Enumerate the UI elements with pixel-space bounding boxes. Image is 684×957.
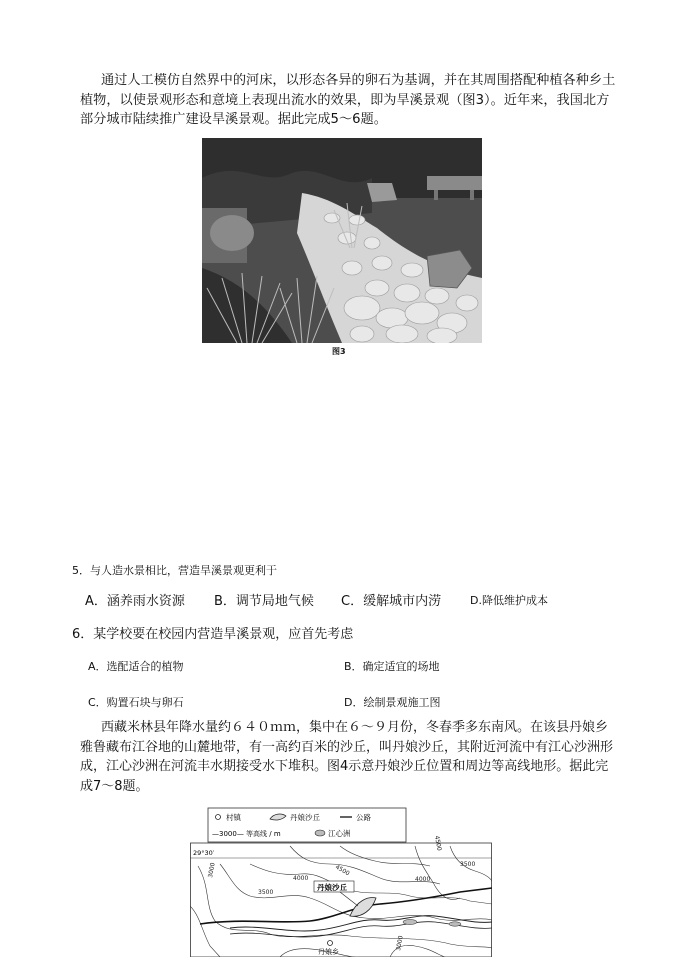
q6-option-a: A．选配适合的植物 [88, 660, 184, 673]
question-5-stem: 5．与人造水景相比，营造旱溪景观更利于 [72, 564, 277, 577]
danniang-village-marker [328, 941, 333, 946]
village-label: 丹娘乡 [318, 948, 339, 956]
sandbar-2 [449, 922, 461, 926]
contour-label-8: 4500 [433, 835, 443, 852]
contour-label-5: 4000 [415, 876, 431, 883]
passage-danniang-dune: 西藏米林县年降水量约６４０ｍｍ，集中在６～９月份，冬春季多东南风。在该县丹娘乡雅鲁藏布江谷地的山麓地带，有一高约百米的沙丘，叫丹娘沙丘，其附近河流中有江心沙洲形成，江心沙洲在河流丰水期接受水下堆积。图4示意丹娘沙丘位置和周边等高线地形。据此完成7～8题。 [80, 720, 614, 794]
q6-option-c: C．购置石块与卵石 [88, 696, 184, 709]
dune-label: 丹娘沙丘 [317, 883, 347, 892]
figure3-caption: 图3 [332, 347, 346, 356]
sandbar-1 [403, 920, 417, 925]
legend-dune: 丹娘沙丘 [290, 813, 320, 822]
legend-village: 村镇 [226, 813, 241, 822]
contour-label-7: 3000 [395, 935, 405, 952]
legend-sandbar: 江心洲 [328, 829, 351, 838]
contour-label-6: 3500 [460, 861, 476, 868]
village-legend-icon [216, 815, 221, 820]
passage-dry-creek: 通过人工模仿自然界中的河床，以形态各异的卵石为基调，并在其周围搭配种植各种乡土植物，以使景观形态和意境上表现出流水的效果，即为旱溪景观（图3）。近年来，我国北方部分城市陆续推广建设旱溪景观。据此完成5～6题。 [80, 73, 616, 127]
q5-option-d: D.降低维护成本 [470, 594, 548, 607]
contour-label-2: 4000 [293, 875, 309, 882]
q6-option-b: B．确定适宜的场地 [344, 660, 440, 673]
question-6-stem: 6．某学校要在校园内营造旱溪景观，应首先考虑 [72, 627, 354, 642]
sandbar-legend-icon [315, 830, 325, 836]
dry-creek-photo [202, 138, 482, 343]
legend-contour: —3000— 等高线 / m [212, 830, 281, 838]
contour-map-svg [190, 806, 492, 957]
contour-label-1: 3000 [207, 862, 217, 879]
danniang-contour-map [190, 806, 492, 957]
latitude-label: 29°30′ [193, 849, 215, 857]
legend-road: 公路 [356, 813, 371, 822]
q6-option-d: D．绘制景观施工图 [344, 696, 441, 709]
contour-label-4: 4500 [334, 863, 351, 878]
q5-option-b: B．调节局地气候 [214, 594, 314, 609]
contour-label-3: 3500 [258, 889, 274, 896]
q5-option-a: A．涵养雨水资源 [85, 594, 185, 609]
q5-option-c: C．缓解城市内涝 [341, 594, 442, 609]
dry-creek-photo-image [202, 138, 482, 343]
